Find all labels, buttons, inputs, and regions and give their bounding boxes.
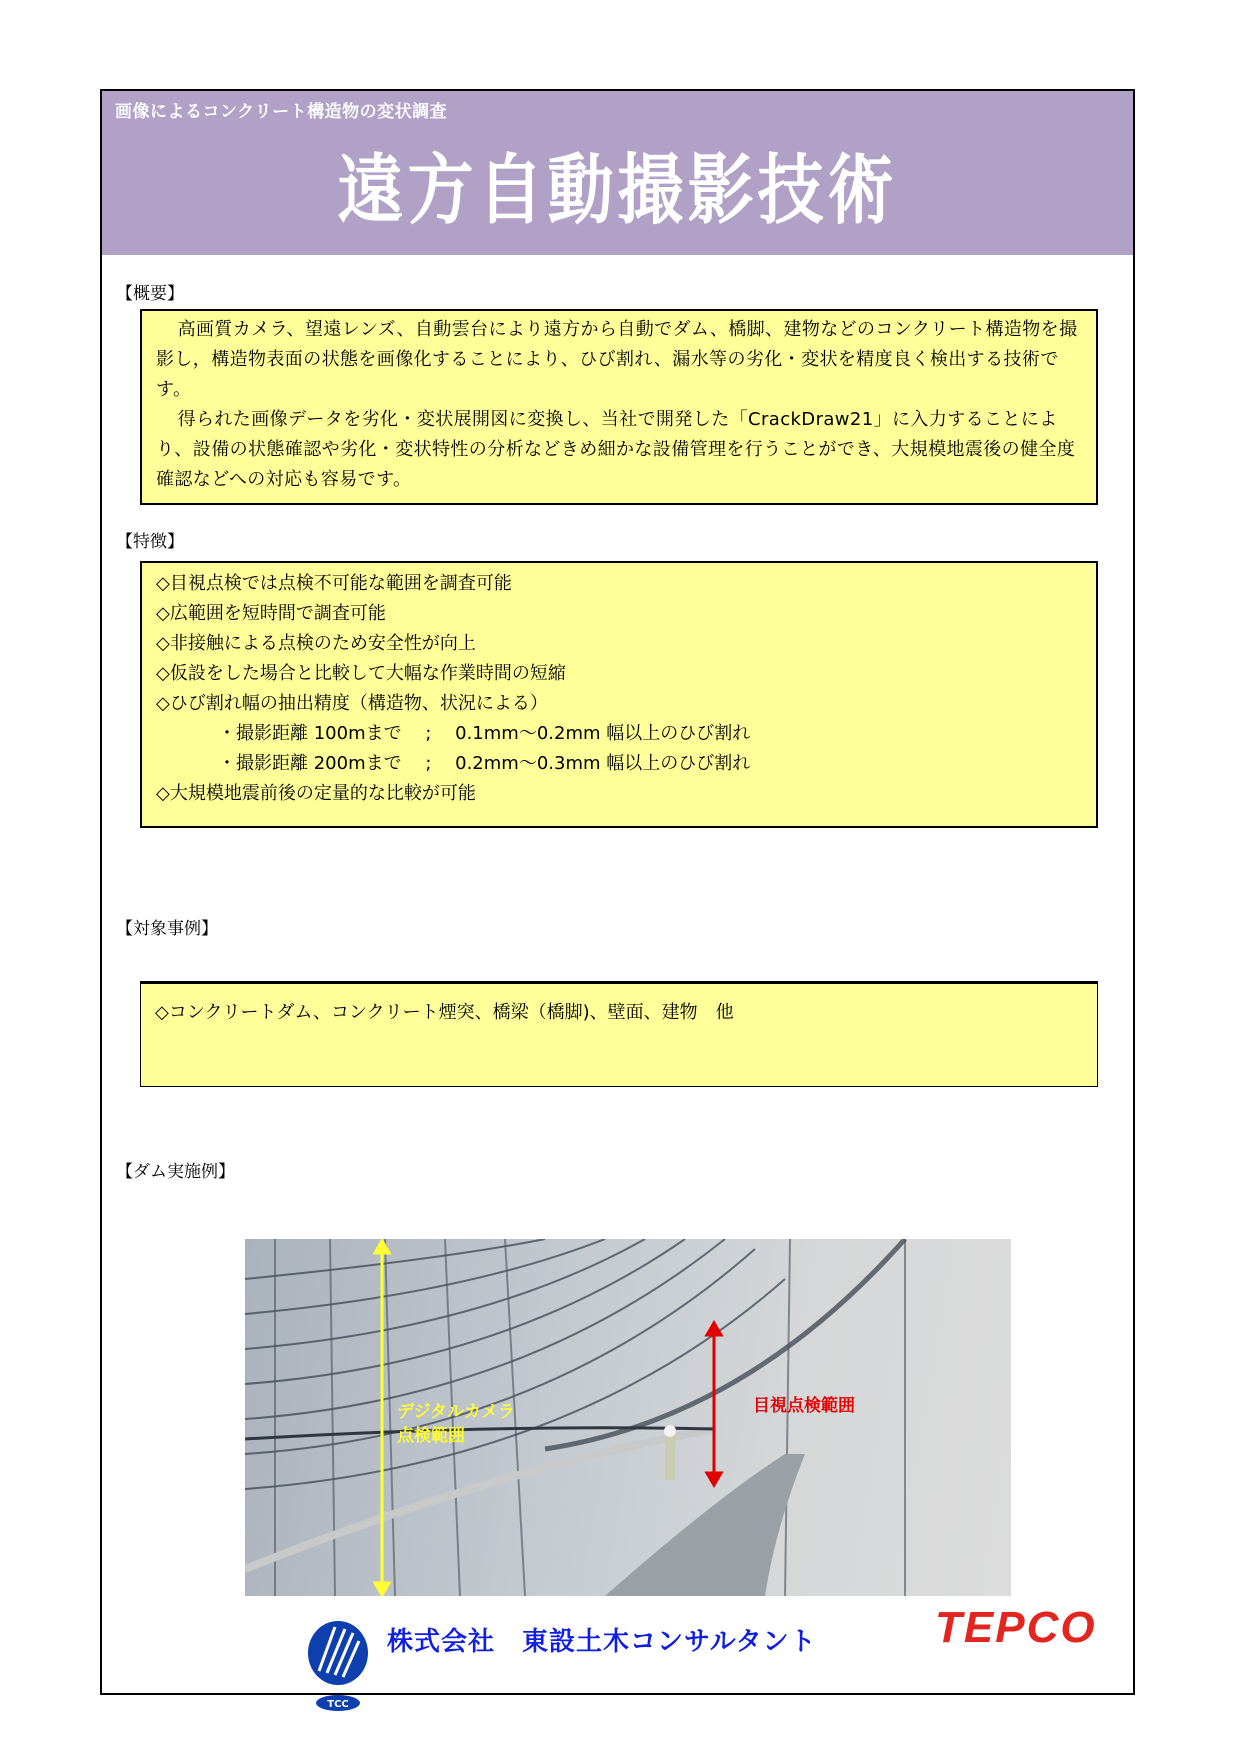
tcc-logo-text: TCC	[327, 1699, 349, 1710]
feature-item: ◇目視点検では点検不可能な範囲を調査可能	[156, 573, 512, 594]
tcc-logo	[305, 1619, 371, 1715]
targets-box	[140, 981, 1098, 1087]
title-banner	[102, 91, 1133, 255]
document-title: 遠方自動撮影技術	[337, 146, 898, 235]
feature-sub-item: ・撮影距離 200mまで ; 0.2mm～0.3mm 幅以上のひび割れ	[218, 753, 751, 774]
tepco-logo: TEPCO	[935, 1603, 1097, 1652]
feature-item: ◇ひび割れ幅の抽出精度（構造物、状況による）	[156, 693, 548, 714]
camera-range-label-line2: 点検範囲	[397, 1426, 465, 1446]
feature-item: ◇広範囲を短時間で調査可能	[156, 603, 386, 624]
example-heading: 【ダム実施例】	[116, 1162, 235, 1182]
feature-item: ◇非接触による点検のため安全性が向上	[156, 633, 476, 654]
features-box	[140, 561, 1098, 828]
targets-text: ◇コンクリートダム、コンクリート煙突、橋梁（橋脚)、壁面、建物 他	[155, 1002, 734, 1023]
overview-box	[140, 309, 1098, 505]
features-heading: 【特徴】	[116, 532, 184, 552]
camera-range-label-line1: デジタルカメラ	[397, 1402, 515, 1422]
feature-item: ◇大規模地震前後の定量的な比較が可能	[156, 783, 476, 804]
overview-heading: 【概要】	[116, 284, 184, 304]
visual-range-label: 目視点検範囲	[753, 1396, 855, 1416]
feature-item: ◇仮設をした場合と比較して大幅な作業時間の短縮	[156, 663, 566, 684]
overview-paragraph: 得られた画像データを劣化・変状展開図に変換し、当社で開発した「CrackDraw21」に入力することにより、設備の状態確認や劣化・変状特性の分析などきめ細かな設備管理を行うことができ、大規模地震後の健全度確認などへの対応も容易です。	[156, 409, 1076, 490]
document-subtitle: 画像によるコンクリート構造物の変状調査	[115, 102, 448, 122]
dam-example-photo	[245, 1239, 1011, 1596]
feature-sub-item: ・撮影距離 100mまで ; 0.1mm～0.2mm 幅以上のひび割れ	[218, 723, 751, 744]
dam-wall-illustration	[245, 1239, 1011, 1596]
company-name: 株式会社 東設土木コンサルタント	[387, 1627, 817, 1657]
targets-heading: 【対象事例】	[116, 919, 218, 939]
overview-paragraph: 高画質カメラ、望遠レンズ、自動雲台により遠方から自動でダム、橋脚、建物などのコンクリート構造物を撮影し，構造物表面の状態を画像化することにより、ひび割れ、漏水等の劣化・変状を精度良く検出する技術です。	[156, 319, 1078, 400]
document-page	[100, 89, 1135, 1710]
tcc-logo-icon	[305, 1619, 371, 1715]
